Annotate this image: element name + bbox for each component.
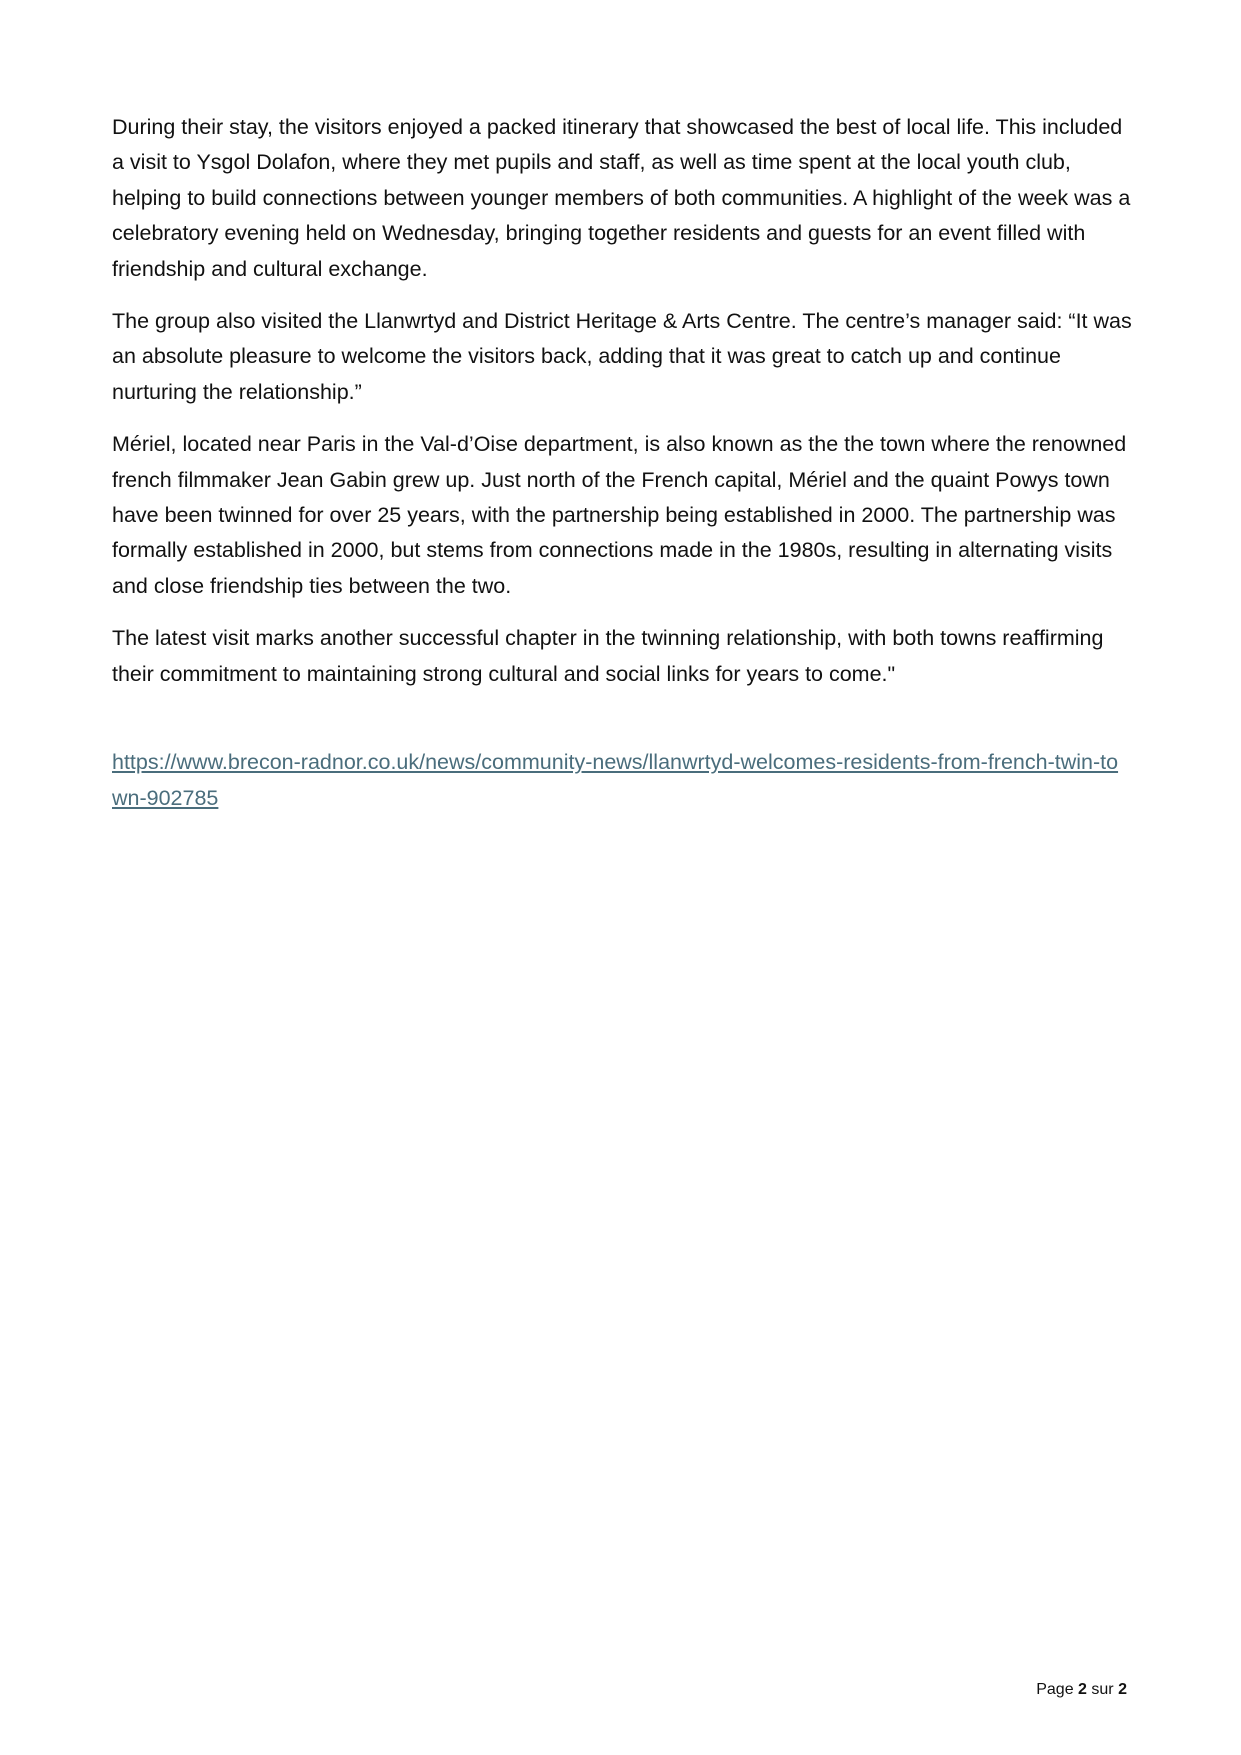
page-label: Page [1036, 1681, 1074, 1698]
article-body [112, 110, 1132, 816]
total-page-number: 2 [1118, 1681, 1127, 1698]
page-separator: sur [1091, 1681, 1114, 1698]
paragraph-conclusion: The latest visit marks another successful chapter in the twinning relationship, with both towns reaffirming their commitment to maintaining strong cultural and social links for years to come." [112, 626, 1104, 686]
paragraph-heritage-centre: The group also visited the Llanwrtyd and District Heritage & Arts Centre. The centre’s manager said: “It was an absolute pleasure to welcome the visitors back, adding that it was great to catch up and continue nurturing the relationship.” [112, 309, 1132, 404]
paragraph-meriel-history: Mériel, located near Paris in the Val-d’Oise department, is also known as the the town where the renowned french filmmaker Jean Gabin grew up. Just north of the French capital, Mériel and the quaint Powys town have been twinned for over 25 years, with the partnership being established in 2000. The partnership was formally established in 2000, but stems from connections made in the 1980s, resulting in alternating visits and close friendship ties between the two. [112, 432, 1127, 598]
source-citation [112, 745, 1132, 816]
current-page-number: 2 [1078, 1681, 1087, 1698]
page-number-footer [1036, 1681, 1127, 1699]
paragraph-visit-itinerary: During their stay, the visitors enjoyed a packed itinerary that showcased the best of local life. This included a visit to Ysgol Dolafon, where they met pupils and staff, as well as time spent at the local youth club, helping to build connections between younger members of both communities. A highlight of the week was a celebratory evening held on Wednesday, bringing together residents and guests for an event filled with friendship and cultural exchange. [112, 115, 1131, 281]
source-link[interactable]: https://www.brecon-radnor.co.uk/news/community-news/llanwrtyd-welcomes-residents-from-french-twin-town-902785 [112, 750, 1119, 810]
